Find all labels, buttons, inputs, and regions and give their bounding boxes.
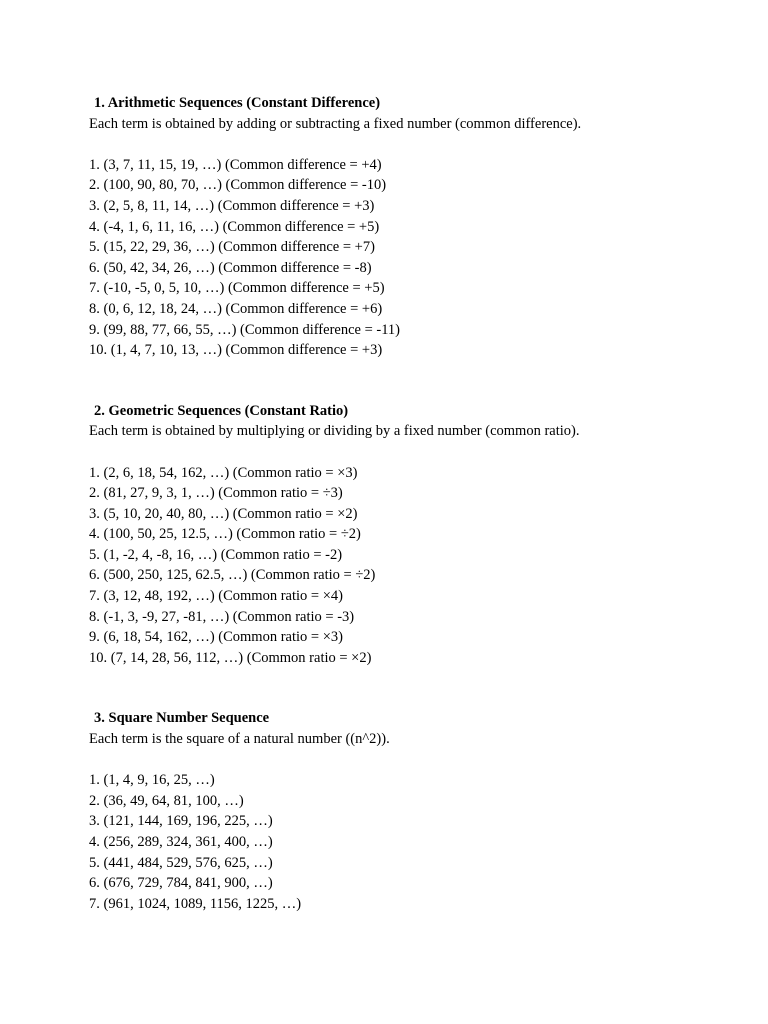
section-arithmetic [89, 93, 729, 361]
section-description: Each term is obtained by multiplying or dividing by a fixed number (common ratio). [89, 423, 580, 440]
sequence-list [89, 155, 729, 361]
section-description: Each term is the square of a natural number ((n^2)). [89, 731, 390, 748]
list-item: 4. (256, 289, 324, 361, 400, …) [89, 834, 273, 850]
section-description: Each term is obtained by adding or subtracting a fixed number (common difference). [89, 115, 582, 132]
list-item: 3. (121, 144, 169, 196, 225, …) [89, 813, 273, 830]
section-title: 1. Arithmetic Sequences (Constant Difference) [94, 95, 381, 111]
sequence-list [89, 463, 729, 669]
document-page [89, 93, 729, 914]
list-item: 1. (3, 7, 11, 15, 19, …) (Common difference = +4) [89, 156, 382, 173]
list-item: 7. (3, 12, 48, 192, …) (Common ratio = ×4) [89, 588, 343, 605]
list-item: 9. (99, 88, 77, 66, 55, …) (Common difference = -11) [89, 321, 401, 338]
list-item: 6. (500, 250, 125, 62.5, …) (Common ratio = ÷2) [89, 567, 376, 584]
list-item: 4. (100, 50, 25, 12.5, …) (Common ratio = ÷2) [89, 526, 361, 543]
list-item: 3. (2, 5, 8, 11, 14, …) (Common difference = +3) [89, 197, 375, 214]
list-item: 5. (441, 484, 529, 576, 625, …) [89, 854, 273, 871]
list-item: 6. (676, 729, 784, 841, 900, …) [89, 875, 273, 892]
section-title: 3. Square Number Sequence [94, 710, 270, 727]
list-item: 7. (-10, -5, 0, 5, 10, …) (Common difference = +5) [89, 280, 385, 297]
list-item: 8. (0, 6, 12, 18, 24, …) (Common difference = +6) [89, 300, 383, 317]
list-item: 6. (50, 42, 34, 26, …) (Common difference = -8) [89, 259, 372, 276]
list-item: 5. (1, -2, 4, -8, 16, …) (Common ratio = -2) [89, 546, 343, 563]
sequence-list [89, 770, 729, 914]
list-item: 10. (7, 14, 28, 56, 112, …) (Common ratio = ×2) [89, 649, 372, 666]
list-item: 4. (-4, 1, 6, 11, 16, …) (Common difference = +5) [89, 218, 380, 235]
section-square [89, 708, 729, 914]
list-item: 3. (5, 10, 20, 40, 80, …) (Common ratio = ×2) [89, 505, 358, 522]
list-item: 1. (1, 4, 9, 16, 25, …) [89, 772, 215, 789]
section-geometric [89, 401, 729, 669]
list-item: 10. (1, 4, 7, 10, 13, …) (Common difference = +3) [89, 342, 383, 359]
list-item: 8. (-1, 3, -9, 27, -81, …) (Common ratio = -3) [89, 608, 355, 625]
list-item: 1. (2, 6, 18, 54, 162, …) (Common ratio = ×3) [89, 464, 358, 481]
list-item: 2. (100, 90, 80, 70, …) (Common difference = -10) [89, 177, 387, 194]
list-item: 2. (36, 49, 64, 81, 100, …) [89, 792, 244, 809]
list-item: 2. (81, 27, 9, 3, 1, …) (Common ratio = ÷3) [89, 485, 343, 502]
section-title: 2. Geometric Sequences (Constant Ratio) [94, 402, 349, 419]
list-item: 9. (6, 18, 54, 162, …) (Common ratio = ×3) [89, 629, 343, 646]
list-item: 7. (961, 1024, 1089, 1156, 1225, …) [89, 895, 302, 912]
list-item: 5. (15, 22, 29, 36, …) (Common difference = +7) [89, 239, 375, 256]
